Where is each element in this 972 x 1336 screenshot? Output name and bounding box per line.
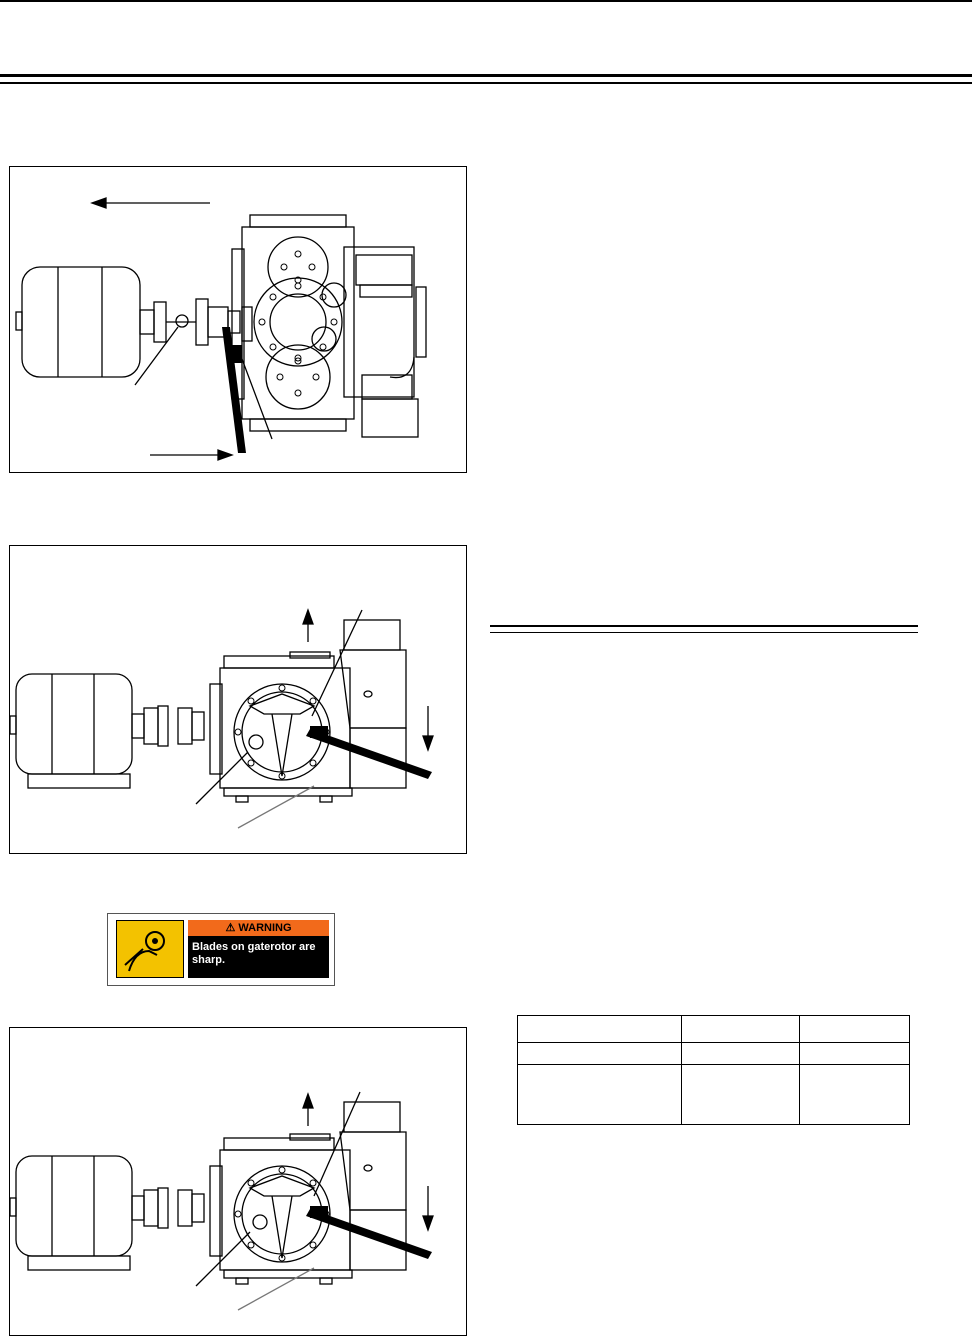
warning-message: Blades on gaterotor are sharp. bbox=[188, 936, 329, 978]
figure-gaterotor-2-drawing bbox=[10, 1028, 467, 1336]
header-rule-thin bbox=[0, 82, 972, 84]
section-rule-thin bbox=[490, 632, 918, 633]
table-cell bbox=[800, 1065, 910, 1125]
table-cell bbox=[800, 1016, 910, 1043]
table-cell bbox=[800, 1043, 910, 1065]
hand-hazard-icon bbox=[116, 920, 184, 978]
figure-gaterotor-1-drawing bbox=[10, 546, 467, 854]
table-cell bbox=[682, 1065, 800, 1125]
warning-triangle-icon: ⚠ bbox=[225, 922, 236, 934]
figure-gaterotor-2 bbox=[9, 1027, 467, 1336]
table-cell bbox=[682, 1043, 800, 1065]
warning-signal-word: WARNING bbox=[238, 922, 292, 934]
figure-gaterotor-1 bbox=[9, 545, 467, 854]
figure-motor-coupling-drawing bbox=[10, 167, 467, 473]
data-table bbox=[517, 1015, 910, 1125]
top-rule bbox=[0, 0, 972, 2]
warning-label bbox=[107, 913, 335, 986]
header-rule-thick bbox=[0, 74, 972, 77]
table-cell bbox=[518, 1043, 682, 1065]
table-cell bbox=[518, 1016, 682, 1043]
gaterotor-blade-pictogram bbox=[117, 921, 183, 977]
table-cell bbox=[518, 1065, 682, 1125]
warning-header bbox=[188, 920, 329, 936]
table-row bbox=[518, 1065, 910, 1125]
table-row bbox=[518, 1016, 910, 1043]
section-rule-thick bbox=[490, 625, 918, 627]
table-cell bbox=[682, 1016, 800, 1043]
table-row bbox=[518, 1043, 910, 1065]
figure-motor-coupling bbox=[9, 166, 467, 473]
